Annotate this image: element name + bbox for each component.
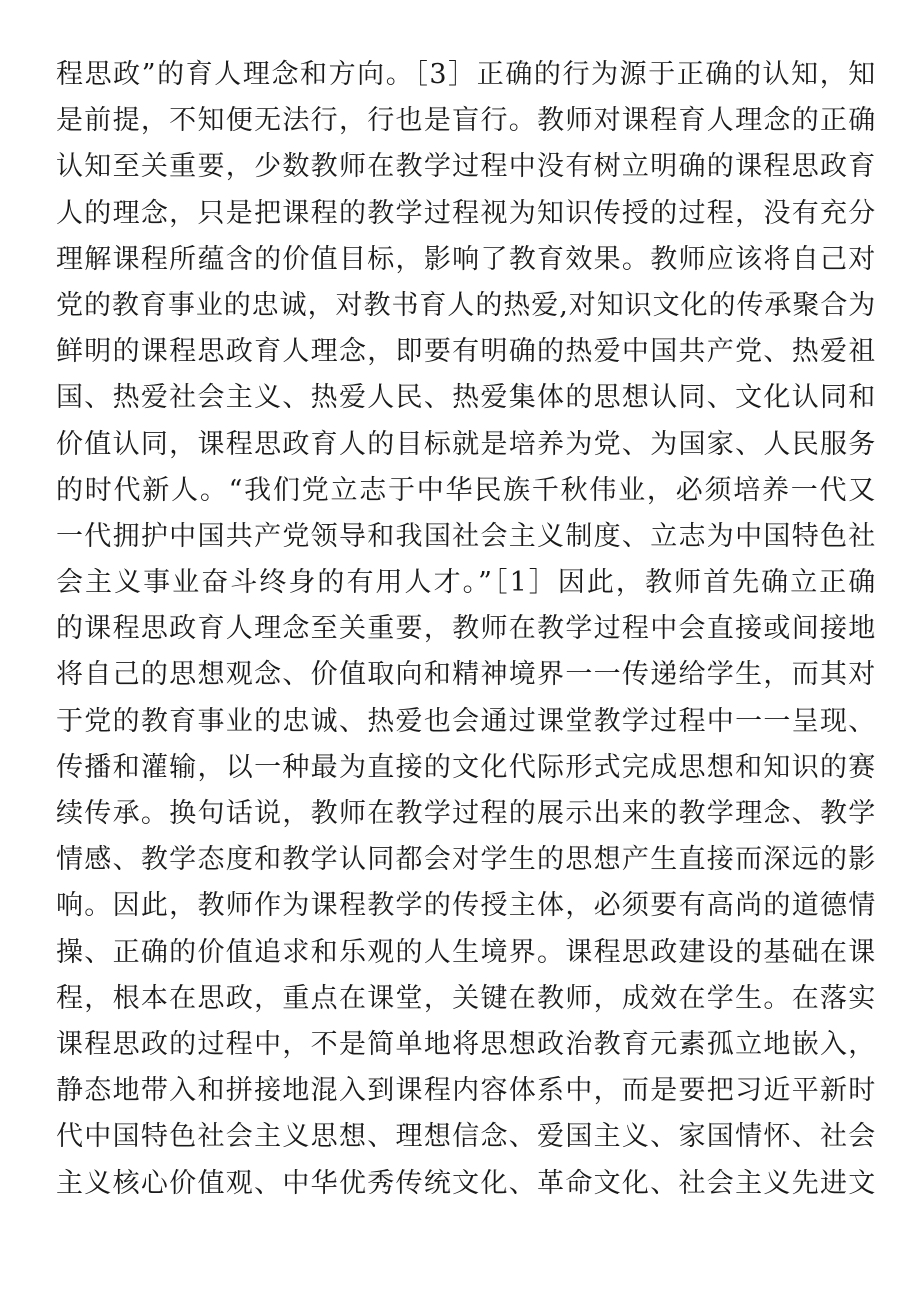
text-line: 党的教育事业的忠诚，对教书育人的热爱,对知识文化的传承聚合为 (56, 289, 876, 321)
text-line: 程，根本在思政，重点在课堂，关键在教师，成效在学生。在落实 (56, 982, 876, 1014)
text-line: 人的理念，只是把课程的教学过程视为知识传授的过程，没有充分 (56, 197, 876, 229)
text-line: 鲜明的课程思政育人理念，即要有明确的热爱中国共产党、热爱祖 (56, 336, 876, 368)
text-line: 于党的教育事业的忠诚、热爱也会通过课堂教学过程中一一呈现、 (56, 705, 876, 737)
text-line: 的课程思政育人理念至关重要，教师在教学过程中会直接或间接地 (56, 613, 876, 645)
text-line: 认知至关重要，少数教师在教学过程中没有树立明确的课程思政育 (56, 151, 876, 183)
text-line: 传播和灌输，以一种最为直接的文化代际形式完成思想和知识的赛 (56, 751, 876, 783)
text-line: 是前提，不知便无法行，行也是盲行。教师对课程育人理念的正确 (56, 105, 876, 137)
text-line: 响。因此，教师作为课程教学的传授主体，必须要有高尚的道德情 (56, 890, 876, 922)
text-line: 续传承。换句话说，教师在教学过程的展示出来的教学理念、教学 (56, 798, 876, 829)
text-line: 静态地带入和拼接地混入到课程内容体系中，而是要把习近平新时 (56, 1075, 876, 1107)
text-line: 课程思政的过程中，不是简单地将思想政治教育元素孤立地嵌入， (56, 1028, 876, 1060)
text-line: 主义核心价值观、中华优秀传统文化、革命文化、社会主义先进文 (56, 1167, 876, 1199)
text-line: 的时代新人。“我们党立志于中华民族千秋伟业，必须培养一代又 (56, 474, 876, 506)
text-line: 一代拥护中国共产党领导和我国社会主义制度、立志为中国特色社 (56, 520, 876, 552)
text-line: 理解课程所蕴含的价值目标，影响了教育效果。教师应该将自己对 (56, 243, 876, 275)
text-line: 价值认同，课程思政育人的目标就是培养为党、为国家、人民服务 (56, 428, 876, 460)
text-line: 代中国特色社会主义思想、理想信念、爱国主义、家国情怀、社会 (56, 1121, 876, 1153)
text-line: 情感、教学态度和教学认同都会对学生的思想产生直接而深远的影 (56, 844, 876, 876)
text-line: 国、热爱社会主义、热爱人民、热爱集体的思想认同、文化认同和 (56, 382, 876, 414)
text-line: 程思政”的育人理念和方向。［3］正确的行为源于正确的认知，知 (56, 59, 876, 90)
text-line: 将自己的思想观念、价值取向和精神境界一一传递给学生，而其对 (56, 659, 876, 691)
text-line: 会主义事业奋斗终身的有用人才。”［1］因此，教师首先确立正确 (56, 567, 876, 599)
text-line: 操、正确的价值追求和乐观的人生境界。课程思政建设的基础在课 (56, 936, 876, 968)
body-text (56, 52, 876, 1207)
